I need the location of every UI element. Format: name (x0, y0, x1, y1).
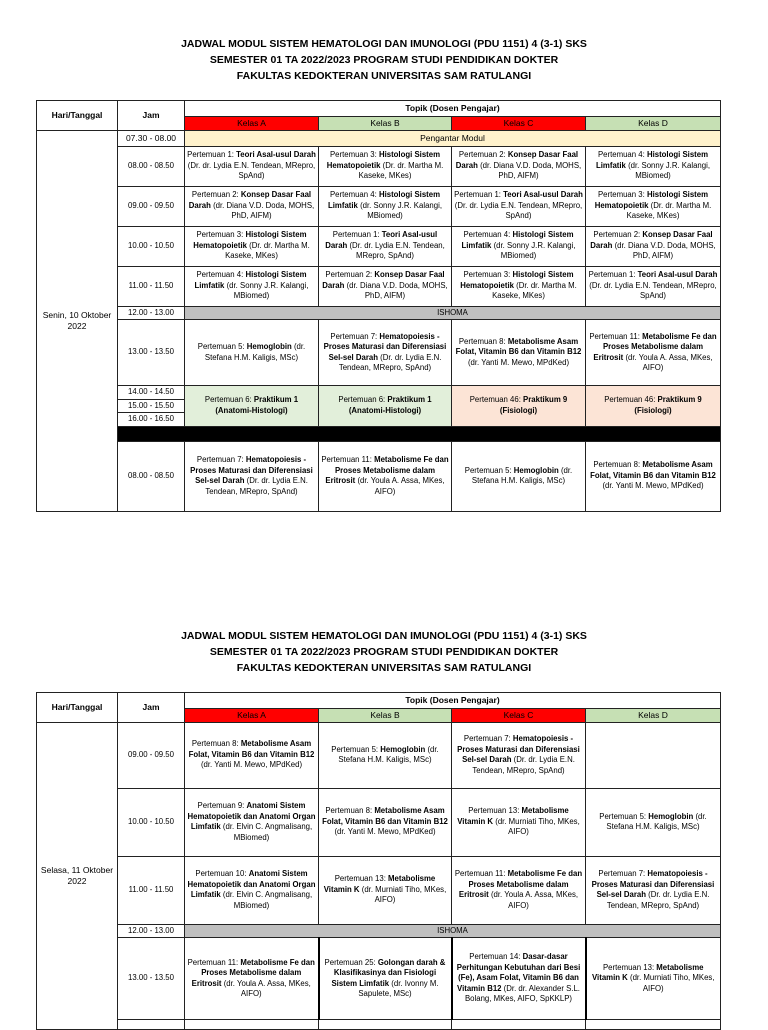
lecture-cell (185, 1020, 319, 1030)
lecture-cell: Pertemuan 7: Hematopoiesis - Proses Maturasi dan Diferensiasi Sel-sel Darah (Dr. dr. Lydia E.N. Tendean, MRepro, SpAnd) (586, 856, 721, 924)
lecture-cell: Pertemuan 4: Histologi Sistem Limfatik (dr. Sonny J.R. Kalangi, MBiomed) (586, 146, 721, 186)
praktikum-cell: Pertemuan 46: Praktikum 9 (Fisiologi) (452, 386, 586, 427)
time-cell: 11.00 - 11.50 (118, 856, 185, 924)
day-cell: Selasa, 11 Oktober 2022 (37, 722, 118, 1030)
header-semester-line: SEMESTER 01 TA 2022/2023 PROGRAM STUDI PENDIDIKAN DOKTER (209, 54, 559, 66)
table-row (37, 226, 721, 266)
kelas-c-header: Kelas C (452, 117, 586, 131)
day-cell: Senin, 10 Oktober 2022 (37, 130, 118, 511)
lecture-cell: Pertemuan 11: Metabolisme Fe dan Proses Metabolisme dalam Eritrosit (dr. Youla A. Assa, MKes, AIFO) (586, 320, 721, 386)
header-faculty-line: FAKULTAS KEDOKTERAN UNIVERSITAS SAM RATULANGI (236, 70, 532, 82)
header-faculty-line: FAKULTAS KEDOKTERAN UNIVERSITAS SAM RATULANGI (236, 662, 532, 674)
lecture-cell: Pertemuan 8: Metabolisme Asam Folat, Vitamin B6 dan Vitamin B12 (dr. Yanti M. Mewo, MPdKed) (452, 320, 586, 386)
time-cell: 15.00 - 15.50 (118, 399, 185, 413)
lecture-cell: Pertemuan 2: Konsep Dasar Faal Darah (dr. Diana V.D. Doda, MOHS, PhD, AIFM) (586, 226, 721, 266)
lecture-cell: Pertemuan 1: Teori Asal-usul Darah (Dr. dr. Lydia E.N. Tendean, MRepro, SpAnd) (586, 266, 721, 306)
lecture-cell: Pertemuan 5: Hemoglobin (dr. Stefana H.M. Kaligis, MSc) (185, 320, 319, 386)
lecture-cell: Pertemuan 8: Metabolisme Asam Folat, Vitamin B6 dan Vitamin B12 (dr. Yanti M. Mewo, MPdKed) (586, 441, 721, 511)
kelas-c-header: Kelas C (452, 709, 586, 723)
col-header-topik: Topik (Dosen Pengajar) (185, 101, 721, 117)
lecture-cell: Pertemuan 8: Metabolisme Asam Folat, Vitamin B6 dan Vitamin B12 (dr. Yanti M. Mewo, MPdKed) (319, 788, 452, 856)
page-header-2 (0, 628, 768, 676)
header-title-line: JADWAL MODUL SISTEM HEMATOLOGI DAN IMUNOLOGI (PDU 1151) 4 (3-1) SKS (181, 630, 587, 642)
lecture-cell: Pertemuan 4: Histologi Sistem Limfatik (dr. Sonny J.R. Kalangi, MBiomed) (452, 226, 586, 266)
time-cell: 11.00 - 11.50 (118, 266, 185, 306)
time-cell: 10.00 - 10.50 (118, 226, 185, 266)
lecture-cell (586, 1020, 721, 1030)
lecture-cell: Pertemuan 4: Histologi Sistem Limfatik (dr. Sonny J.R. Kalangi, MBiomed) (185, 266, 319, 306)
table-row (37, 938, 721, 1020)
lecture-cell: Pertemuan 10: Anatomi Sistem Hematopoietik dan Anatomi Organ Limfatik (dr. Elvin C. Angmalisang, MBiomed) (185, 856, 319, 924)
praktikum-cell: Pertemuan 46: Praktikum 9 (Fisiologi) (586, 386, 721, 427)
time-cell: 09.00 - 09.50 (118, 722, 185, 788)
lecture-cell: Pertemuan 14: Dasar-dasar Perhitungan Kebutuhan dari Besi (Fe), Asam Folat, Vitamin B6 dan Vitamin B12 (Dr. dr. Alexander S.L. Bolang, MKes, AIFO, SpKKLP) (452, 938, 586, 1020)
schedule-table-monday (36, 100, 721, 512)
table-row (37, 788, 721, 856)
lecture-cell: Pertemuan 3: Histologi Sistem Hematopoietik (Dr. dr. Martha M. Kaseke, MKes) (185, 226, 319, 266)
lecture-cell: Pertemuan 11: Metabolisme Fe dan Proses Metabolisme dalam Eritrosit (dr. Youla A. Assa, MKes, AIFO) (319, 441, 452, 511)
lecture-cell: Pertemuan 13: Metabolisme Vitamin K (dr. Murniati Tiho, MKes, AIFO) (586, 938, 721, 1020)
table-row (37, 722, 721, 788)
lecture-cell: Pertemuan 11: Metabolisme Fe dan Proses Metabolisme dalam Eritrosit (dr. Youla A. Assa, MKes, AIFO) (185, 938, 319, 1020)
kelas-d-header: Kelas D (586, 117, 721, 131)
praktikum-cell: Pertemuan 6: Praktikum 1 (Anatomi-Histologi) (319, 386, 452, 427)
time-cell: 09.00 - 09.50 (118, 186, 185, 226)
header-semester-line: SEMESTER 01 TA 2022/2023 PROGRAM STUDI PENDIDIKAN DOKTER (209, 646, 559, 658)
time-cell: 16.00 - 16.50 (118, 413, 185, 427)
lecture-cell: Pertemuan 7: Hematopoiesis - Proses Maturasi dan Diferensiasi Sel-sel Darah (Dr. dr. Lydia E.N. Tendean, MRepro, SpAnd) (319, 320, 452, 386)
lecture-cell: Pertemuan 2: Konsep Dasar Faal Darah (dr. Diana V.D. Doda, MOHS, PhD, AIFM) (319, 266, 452, 306)
lecture-cell: Pertemuan 3: Histologi Sistem Hematopoietik (Dr. dr. Martha M. Kaseke, MKes) (319, 146, 452, 186)
row-divider (118, 426, 721, 441)
lecture-cell: Pertemuan 13: Metabolisme Vitamin K (dr. Murniati Tiho, MKes, AIFO) (452, 788, 586, 856)
time-cell: 10.00 - 10.50 (118, 788, 185, 856)
lecture-cell: Pertemuan 11: Metabolisme Fe dan Proses Metabolisme dalam Eritrosit (dr. Youla A. Assa, MKes, AIFO) (452, 856, 586, 924)
time-cell: 08.00 - 08.50 (118, 441, 185, 511)
lecture-cell: Pertemuan 9: Anatomi Sistem Hematopoietik dan Anatomi Organ Limfatik (dr. Elvin C. Angmalisang, MBiomed) (185, 788, 319, 856)
lecture-cell: Pertemuan 4: Histologi Sistem Limfatik (dr. Sonny J.R. Kalangi, MBiomed) (319, 186, 452, 226)
kelas-a-header: Kelas A (185, 709, 319, 723)
lecture-cell: Pertemuan 7: Hematopoiesis - Proses Maturasi dan Diferensiasi Sel-sel Darah (Dr. dr. Lydia E.N. Tendean, MRepro, SpAnd) (185, 441, 319, 511)
lecture-cell: Pertemuan 25: Golongan darah & Klasifikasinya dan Fisiologi Sistem Limfatik (dr. Ivonny M. Sapulete, MSc) (319, 938, 452, 1020)
time-cell: 08.00 - 08.50 (118, 146, 185, 186)
time-cell: 13.00 - 13.50 (118, 938, 185, 1020)
lecture-cell (586, 722, 721, 788)
lecture-cell: Pertemuan 5: Hemoglobin (dr. Stefana H.M. Kaligis, MSc) (319, 722, 452, 788)
lecture-cell: Pertemuan 13: Metabolisme Vitamin K (dr. Murniati Tiho, MKes, AIFO) (319, 856, 452, 924)
table-row (37, 146, 721, 186)
ishoma-break-cell: ISHOMA (185, 924, 721, 938)
lecture-cell: Pertemuan 1: Teori Asal-usul Darah (Dr. dr. Lydia E.N. Tendean, MRepro, SpAnd) (185, 146, 319, 186)
lecture-cell (319, 1020, 452, 1030)
lecture-cell: Pertemuan 2: Konsep Dasar Faal Darah (dr. Diana V.D. Doda, MOHS, PhD, AIFM) (452, 146, 586, 186)
table-row (37, 266, 721, 306)
header-title-line: JADWAL MODUL SISTEM HEMATOLOGI DAN IMUNOLOGI (PDU 1151) 4 (3-1) SKS (181, 38, 587, 50)
lecture-cell: Pertemuan 7: Hematopoiesis - Proses Maturasi dan Diferensiasi Sel-sel Darah (Dr. dr. Lydia E.N. Tendean, MRepro, SpAnd) (452, 722, 586, 788)
time-cell (118, 1020, 185, 1030)
pengantar-modul-cell: Pengantar Modul (185, 130, 721, 146)
lecture-cell: Pertemuan 1: Teori Asal-usul Darah (Dr. dr. Lydia E.N. Tendean, MRepro, SpAnd) (319, 226, 452, 266)
kelas-b-header: Kelas B (319, 709, 452, 723)
lecture-cell: Pertemuan 5: Hemoglobin (dr. Stefana H.M. Kaligis, MSc) (452, 441, 586, 511)
ishoma-break-cell: ISHOMA (185, 306, 721, 320)
lecture-cell: Pertemuan 3: Histologi Sistem Hematopoietik (Dr. dr. Martha M. Kaseke, MKes) (586, 186, 721, 226)
lecture-cell: Pertemuan 3: Histologi Sistem Hematopoietik (Dr. dr. Martha M. Kaseke, MKes) (452, 266, 586, 306)
col-header-day: Hari/Tanggal (37, 101, 118, 131)
time-cell: 14.00 - 14.50 (118, 386, 185, 400)
table-row (37, 320, 721, 386)
kelas-a-header: Kelas A (185, 117, 319, 131)
table-row (37, 186, 721, 226)
table-row (37, 441, 721, 511)
schedule-table-tuesday (36, 692, 721, 1030)
col-header-jam: Jam (118, 693, 185, 723)
table-row (37, 856, 721, 924)
col-header-day: Hari/Tanggal (37, 693, 118, 723)
kelas-b-header: Kelas B (319, 117, 452, 131)
col-header-topik: Topik (Dosen Pengajar) (185, 693, 721, 709)
kelas-d-header: Kelas D (586, 709, 721, 723)
time-cell: 13.00 - 13.50 (118, 320, 185, 386)
page-header-1 (0, 36, 768, 84)
lecture-cell: Pertemuan 5: Hemoglobin (dr. Stefana H.M. Kaligis, MSc) (586, 788, 721, 856)
time-cell: 12.00 - 13.00 (118, 306, 185, 320)
lecture-cell: Pertemuan 8: Metabolisme Asam Folat, Vitamin B6 dan Vitamin B12 (dr. Yanti M. Mewo, MPdKed) (185, 722, 319, 788)
lecture-cell: Pertemuan 2: Konsep Dasar Faal Darah (dr. Diana V.D. Doda, MOHS, PhD, AIFM) (185, 186, 319, 226)
lecture-cell (452, 1020, 586, 1030)
col-header-jam: Jam (118, 101, 185, 131)
praktikum-cell: Pertemuan 6: Praktikum 1 (Anatomi-Histologi) (185, 386, 319, 427)
time-cell: 12.00 - 13.00 (118, 924, 185, 938)
time-cell: 07.30 - 08.00 (118, 130, 185, 146)
lecture-cell: Pertemuan 1: Teori Asal-usul Darah (Dr. dr. Lydia E.N. Tendean, MRepro, SpAnd) (452, 186, 586, 226)
